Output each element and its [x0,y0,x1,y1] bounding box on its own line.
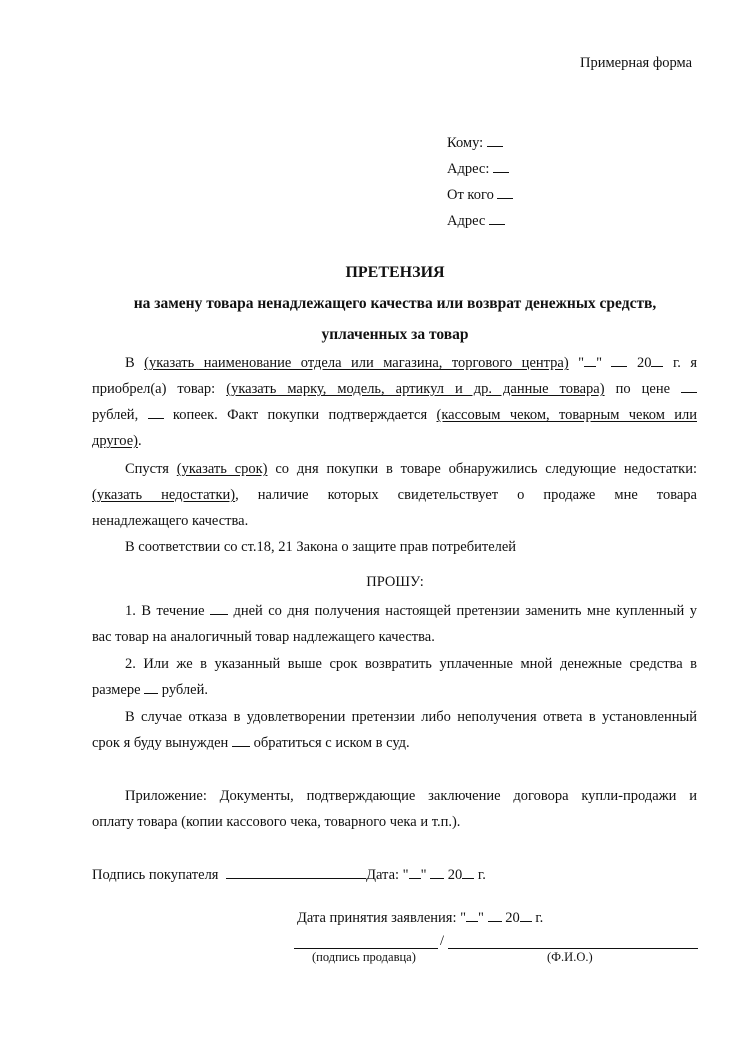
from-blank [497,186,513,199]
sender-line [447,186,513,204]
para2-line2: (указать недостатки), наличие которых свидетельствует о продаже мне товара [92,487,697,503]
to-blank [487,134,503,147]
acc-month-blank [488,909,502,922]
slash-separator: / [440,933,445,949]
sign-month-blank [430,866,444,879]
store-hint: (указать наименование отдела или магазина, торгового центра) [144,355,569,371]
address-blank [493,160,509,173]
document-subtitle-line1: на замену товара ненадлежащего качества или возврат денежных средств, [133,295,657,312]
seller-signature-line [294,948,438,949]
address2-blank [489,212,505,225]
recipient-line [447,134,503,152]
item2-line1: 2. Или же в указанный выше срок возвратить уплаченные мной денежные средства в [125,656,697,672]
para1-line1: В (указать наименование отдела или магазина, торгового центра) " " 20 г. я [125,355,698,371]
buyer-signature-row: Подпись покупателя Дата: " " 20 г. [92,867,486,883]
buyer-signature-blank [226,866,366,879]
document-title: ПРЕТЕНЗИЯ [345,264,445,281]
acc-day-blank [466,909,478,922]
item1-line2: вас товар на аналогичный товар надлежащего качества. [92,629,435,645]
para3: В соответствии со ст.18, 21 Закона о защите прав потребителей [125,539,517,555]
month-blank [611,354,627,367]
to-label: Кому: [447,135,484,151]
para1-line2: приобрел(а) товар: (указать марку, модель, артикул и др. данные товара) по цене [92,376,697,402]
sign-day-blank [409,866,421,879]
acceptance-row: Дата принятия заявления: " " 20 г. [297,910,544,926]
seller-signature-caption: (подпись продавца) [312,950,416,964]
seller-name-caption: (Ф.И.О.) [547,950,593,964]
sign-year-blank [462,866,474,879]
sender-address-line [447,212,505,230]
buyer-signature-label: Подпись покупателя [92,867,219,883]
from-label: От кого [447,187,494,203]
acceptance-label: Дата принятия заявления: " [297,910,467,926]
form-note: Примерная форма [580,55,693,71]
para2-line3: ненадлежащего качества. [92,513,249,529]
receipt-hint: (кассовым чеком, товарным чеком или [436,407,697,423]
item1-line1: 1. В течение дней со дня получения настоящей претензии заменить мне купленный у [125,603,697,619]
address2-label: Адрес [447,213,486,229]
document-subtitle-line2: уплаченных за товар [321,326,469,343]
year-blank [651,354,663,367]
para1-line4: другое). [92,433,142,449]
seller-name-line [448,948,698,949]
term-hint: (указать срок) [176,461,268,477]
para2-line1: Спустя (указать срок) со дня покупки в товаре обнаружились следующие недостатки: [125,461,698,477]
goods-hint: (указать марку, модель, артикул и др. данные товара) [226,381,605,397]
request-title: ПРОШУ: [366,574,424,590]
para1-line3: рублей, копеек. Факт покупки подтверждается (кассовым чеком, товарным чеком или [92,407,697,423]
days-blank [210,602,228,615]
refund-blank [144,681,158,694]
day-blank [584,354,596,367]
appendix-line2: оплату товара (копии кассового чека, товарного чека и т.п.). [92,814,461,830]
refusal-line1: В случае отказа в удовлетворении претензии либо неполучения ответа в установленный [125,709,697,725]
acc-year-blank [520,909,532,922]
date-label: Дата: " [366,867,409,883]
kop-blank [148,406,164,419]
appendix-line1: Приложение: Документы, подтверждающие заключение договора купли-продажи и [125,788,697,804]
refusal-blank [232,734,250,747]
item2-line2: размере рублей. [92,682,208,698]
recipient-address-line [447,160,509,178]
price-blank [681,380,697,393]
refusal-line2: срок я буду вынужден обратиться с иском в суд. [92,735,410,751]
address-label: Адрес: [447,161,490,177]
defects-hint: (указать недостатки) [92,487,236,503]
